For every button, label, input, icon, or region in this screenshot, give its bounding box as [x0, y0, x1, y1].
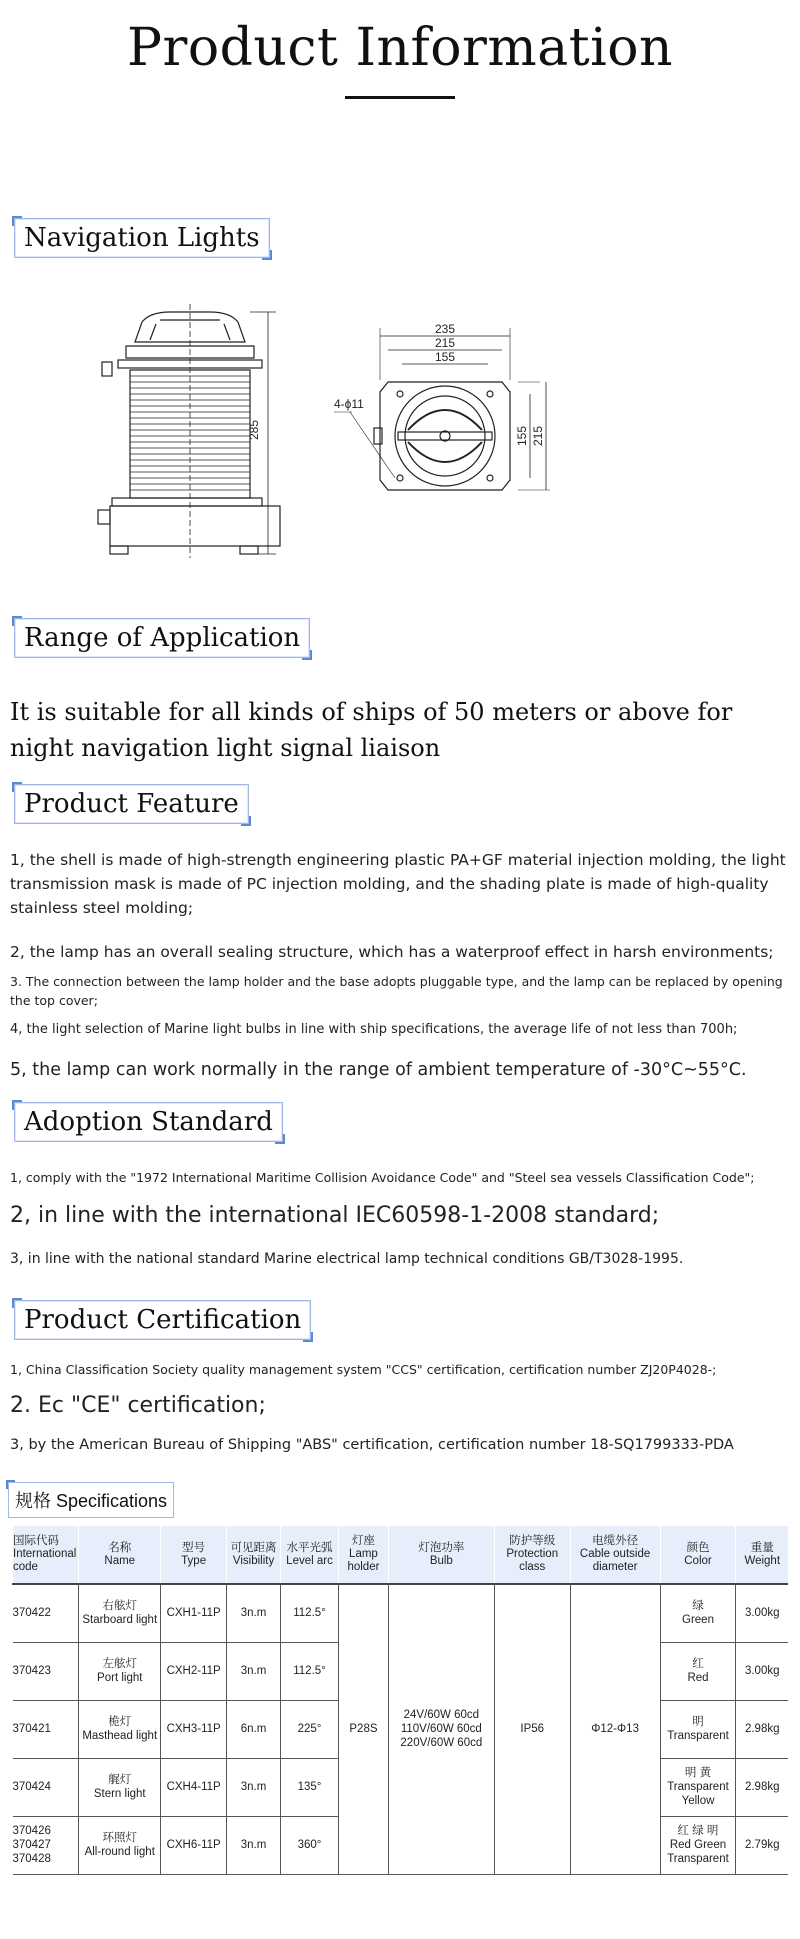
cell-arc: 135°	[281, 1758, 339, 1816]
cell-code: 370423	[13, 1642, 79, 1700]
table-header-cell: 可见距离 Visibility	[227, 1526, 281, 1584]
cell-visibility: 3n.m	[227, 1584, 281, 1642]
table-header-row	[13, 1526, 789, 1584]
cell-arc: 225°	[281, 1700, 339, 1758]
cell-name: 艉灯 Stern light	[79, 1758, 161, 1816]
section-label-specifications: 规格 Specifications	[8, 1482, 174, 1518]
cell-arc: 112.5°	[281, 1642, 339, 1700]
table-header-cell: 国际代码 International code	[13, 1526, 79, 1584]
cell-weight: 3.00kg	[736, 1584, 788, 1642]
cell-code: 370422	[13, 1584, 79, 1642]
cell-type: CXH3-11P	[161, 1700, 227, 1758]
table-header-cell: 防护等级 Protection class	[494, 1526, 570, 1584]
cell-code: 370424	[13, 1758, 79, 1816]
cell-type: CXH2-11P	[161, 1642, 227, 1700]
cell-visibility: 3n.m	[227, 1816, 281, 1874]
dim-side-155: 155	[515, 425, 529, 446]
table-header-cell: 型号 Type	[161, 1526, 227, 1584]
cell-name: 右舷灯 Starboard light	[79, 1584, 161, 1642]
certification-2: 2. Ec "CE" certification;	[10, 1393, 266, 1418]
feature-3: 3. The connection between the lamp holder and the base adopts pluggable type, and the lamp can be replaced by opening the top cover;	[10, 974, 783, 1008]
cell-color: 红 Red	[660, 1642, 736, 1700]
table-row	[13, 1584, 789, 1642]
dim-side-215: 215	[531, 425, 545, 446]
table-header-cell: 灯泡功率 Bulb	[388, 1526, 494, 1584]
cell-code: 370421	[13, 1700, 79, 1758]
standard-2: 2, in line with the international IEC60598-1-2008 standard;	[10, 1203, 660, 1228]
cell-bulb: 24V/60W 60cd 110V/60W 60cd 220V/60W 60cd	[388, 1584, 494, 1874]
section-label-range: Range of Application	[14, 618, 310, 658]
table-header-cell: 颜色 Color	[660, 1526, 736, 1584]
section-label-navigation-lights: Navigation Lights	[14, 218, 270, 258]
table-header-cell: 名称 Name	[79, 1526, 161, 1584]
cell-visibility: 3n.m	[227, 1758, 281, 1816]
dim-top-155: 155	[435, 350, 456, 364]
navigation-light-drawing	[90, 300, 710, 565]
cell-weight: 2.98kg	[736, 1758, 788, 1816]
cell-weight: 2.98kg	[736, 1700, 788, 1758]
table-header-cell: 灯座 Lamp holder	[338, 1526, 388, 1584]
cell-name: 桅灯 Masthead light	[79, 1700, 161, 1758]
feature-1: 1, the shell is made of high-strength engineering plastic PA+GF material injection molding, the light transmission mask is made of PC injection molding, and the shading plate is made of high-quality stainless steel molding;	[10, 851, 786, 917]
cell-color: 红 绿 明 Red Green Transparent	[660, 1816, 736, 1874]
feature-5: 5, the lamp can work normally in the range of ambient temperature of -30°C~55°C.	[10, 1060, 747, 1080]
range-description: It is suitable for all kinds of ships of 50 meters or above for night navigation light signal liaison	[10, 698, 733, 762]
cell-arc: 360°	[281, 1816, 339, 1874]
cell-protection: IP56	[494, 1584, 570, 1874]
standard-1: 1, comply with the "1972 International Maritime Collision Avoidance Code" and "Steel sea vessels Classification Code";	[10, 1170, 755, 1185]
cell-color: 绿 Green	[660, 1584, 736, 1642]
cell-weight: 3.00kg	[736, 1642, 788, 1700]
standard-3: 3, in line with the national standard Marine electrical lamp technical conditions GB/T3028-1995.	[10, 1251, 684, 1267]
dim-top-215: 215	[435, 336, 456, 350]
cell-type: CXH1-11P	[161, 1584, 227, 1642]
cell-weight: 2.79kg	[736, 1816, 788, 1874]
cell-type: CXH4-11P	[161, 1758, 227, 1816]
cell-name: 环照灯 All-round light	[79, 1816, 161, 1874]
cell-cable: Φ12-Φ13	[570, 1584, 660, 1874]
cell-color: 明 黄 Transparent Yellow	[660, 1758, 736, 1816]
specifications-table	[12, 1526, 788, 1875]
cell-name: 左舷灯 Port light	[79, 1642, 161, 1700]
dim-side-height: 285	[247, 419, 261, 440]
cell-arc: 112.5°	[281, 1584, 339, 1642]
feature-4: 4, the light selection of Marine light bulbs in line with ship specifications, the average life of not less than 700h;	[10, 1022, 738, 1037]
section-label-adoption: Adoption Standard	[14, 1102, 283, 1142]
section-label-feature: Product Feature	[14, 784, 249, 824]
cell-visibility: 6n.m	[227, 1700, 281, 1758]
dim-hole: 4-ϕ11	[334, 397, 364, 411]
certification-3: 3, by the American Bureau of Shipping "ABS" certification, certification number 18-SQ1799333-PDA	[10, 1437, 734, 1453]
cell-lamp-holder: P28S	[338, 1584, 388, 1874]
cell-type: CXH6-11P	[161, 1816, 227, 1874]
table-header-cell: 水平光弧 Level arc	[281, 1526, 339, 1584]
title-underline	[345, 96, 455, 99]
cell-color: 明 Transparent	[660, 1700, 736, 1758]
dim-top-235: 235	[435, 322, 456, 336]
certification-1: 1, China Classification Society quality management system "CCS" certification, certification number ZJ20P4028-;	[10, 1362, 717, 1377]
table-header-cell: 重量 Weight	[736, 1526, 788, 1584]
table-header-cell: 电缆外径 Cable outside diameter	[570, 1526, 660, 1584]
cell-visibility: 3n.m	[227, 1642, 281, 1700]
cell-code: 370426 370427 370428	[13, 1816, 79, 1874]
feature-2: 2, the lamp has an overall sealing structure, which has a waterproof effect in harsh environments;	[10, 943, 774, 961]
section-label-certification: Product Certification	[14, 1300, 311, 1340]
page-title: Product Information	[126, 18, 674, 78]
